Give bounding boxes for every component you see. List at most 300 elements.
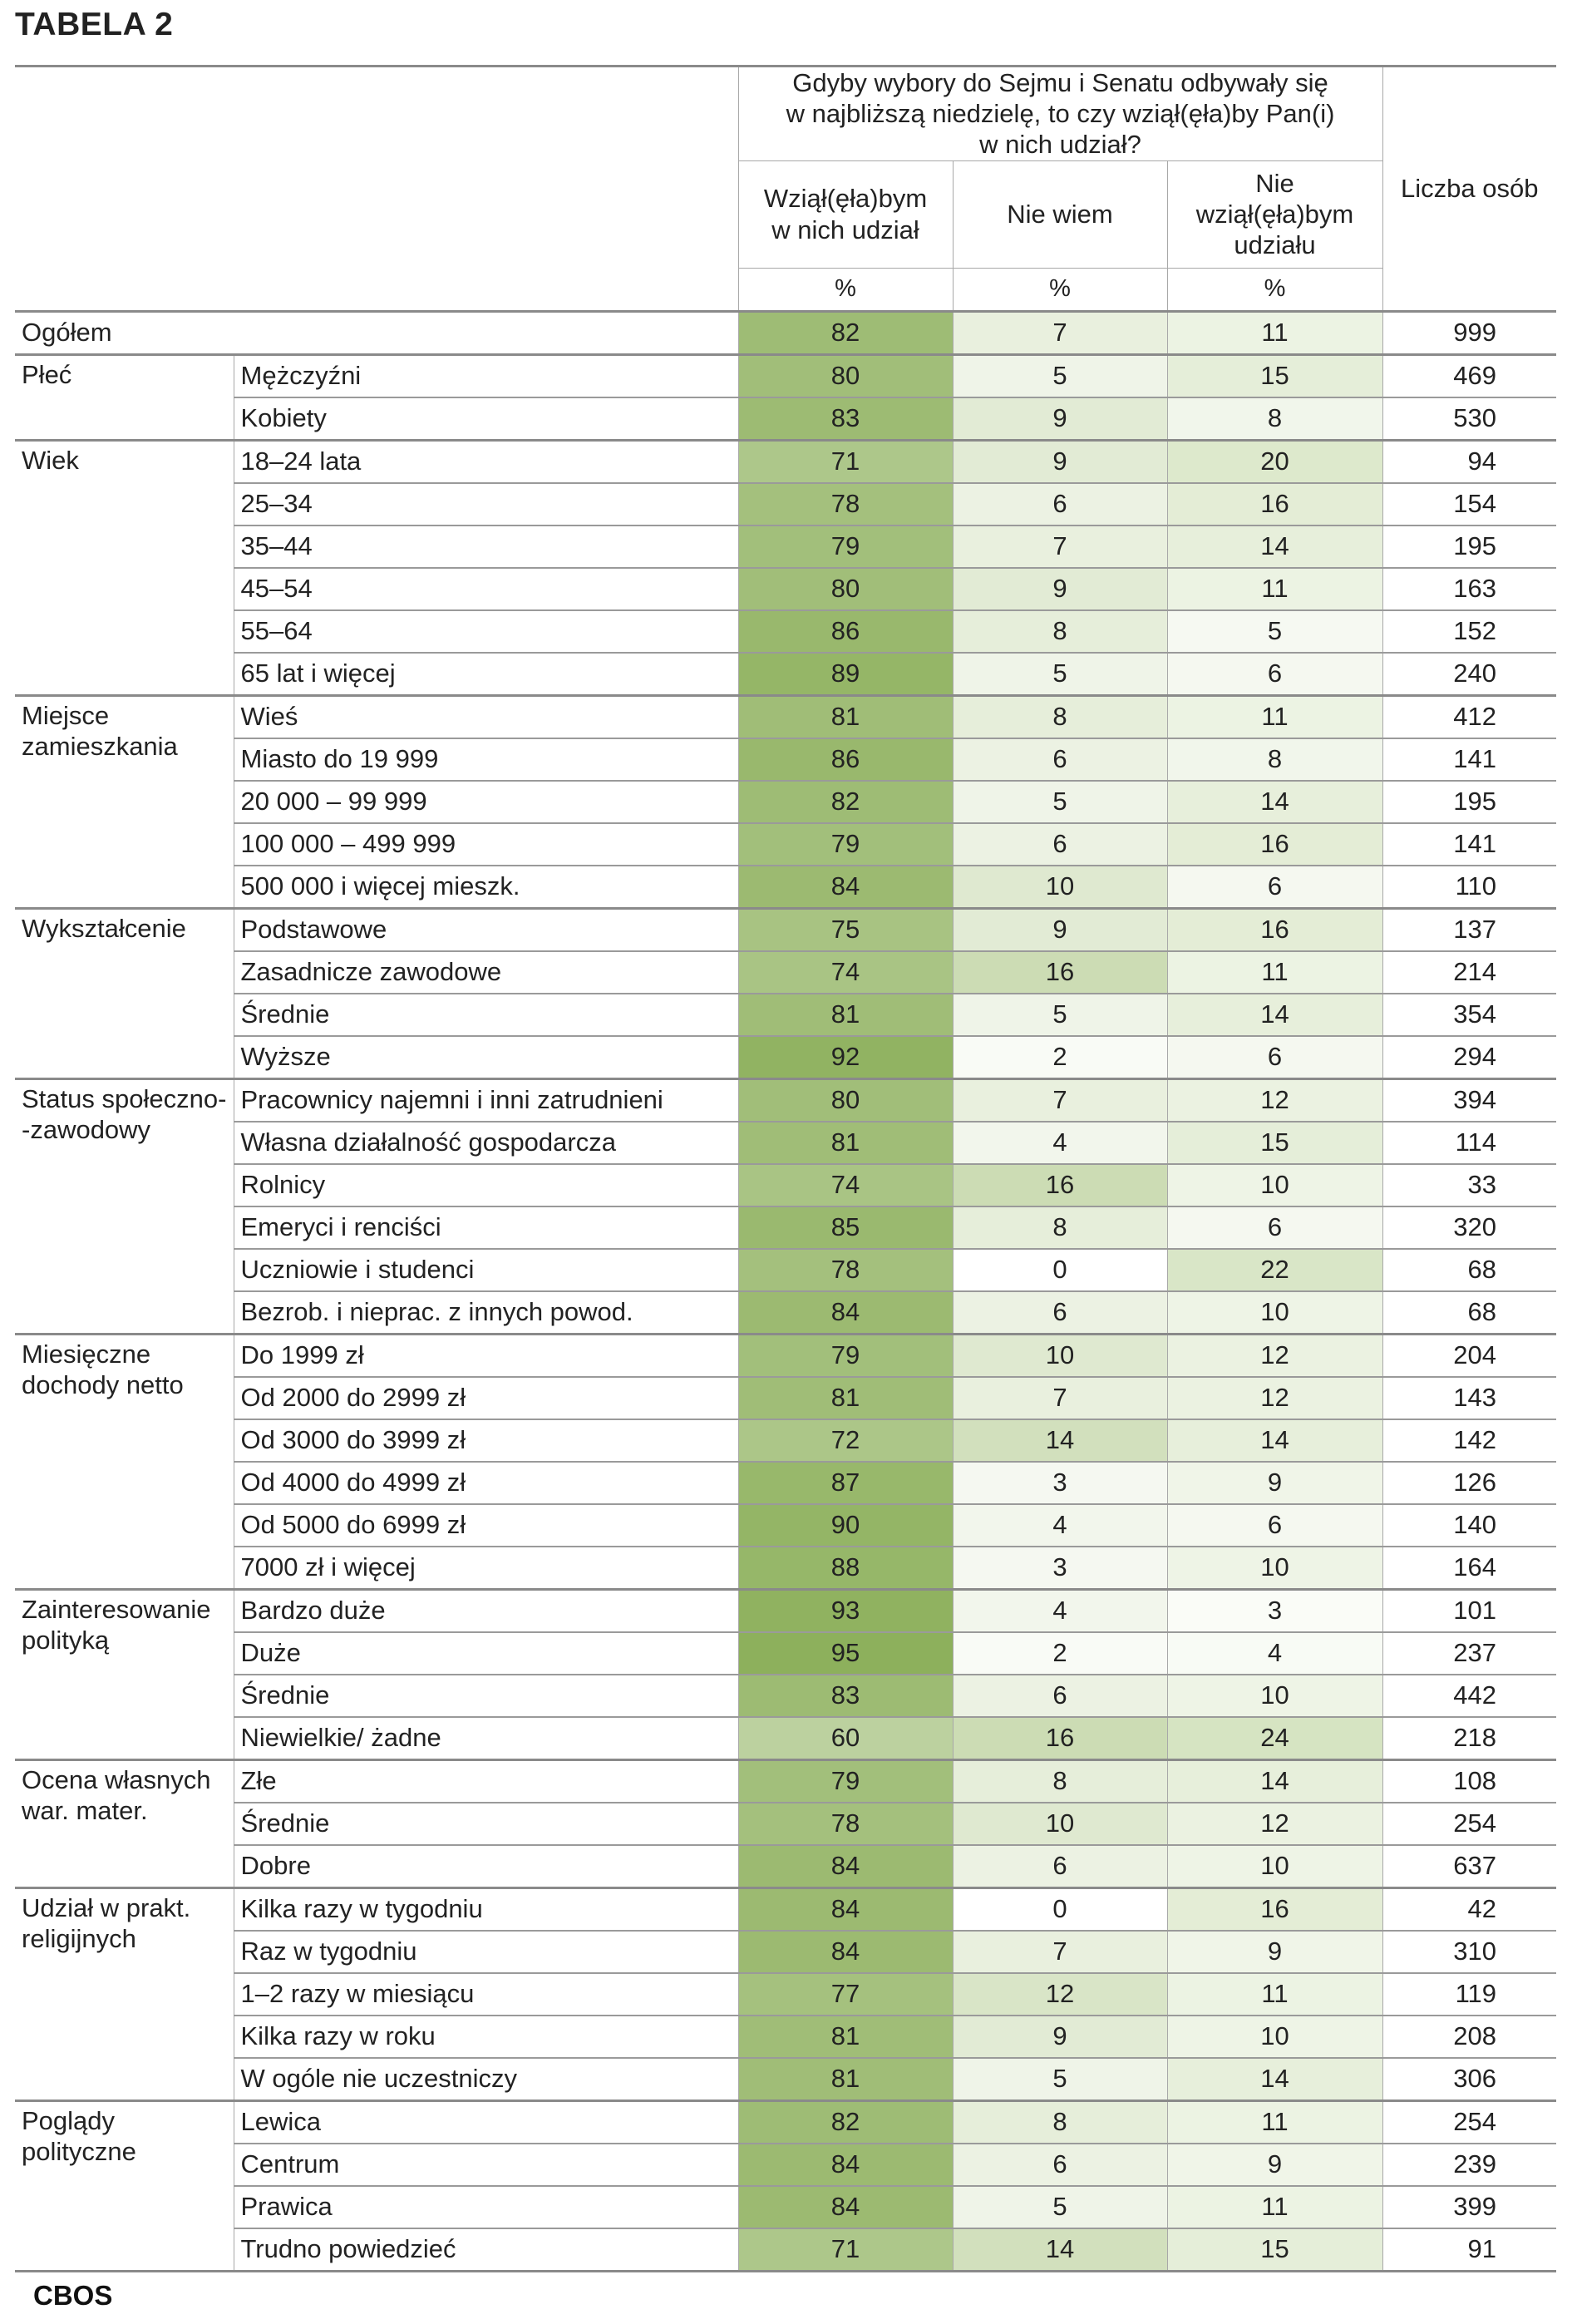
count-cell	[1382, 311, 1556, 354]
row-label-text: Kilka razy w tygodniu	[240, 1894, 483, 1924]
count-value: 68	[1467, 1255, 1497, 1285]
value-cell	[953, 1845, 1167, 1888]
percent-value: 9	[1052, 574, 1067, 604]
value-cell	[738, 695, 953, 738]
question-line: w najbliższą niedzielę, to czy wziął(ęła)by Pan(i)	[786, 99, 1335, 129]
row-label	[234, 610, 738, 653]
group-label	[15, 311, 738, 354]
percent-value: 95	[830, 1638, 860, 1668]
percent-value: 14	[1260, 1766, 1289, 1796]
table-row	[15, 1887, 1556, 1931]
value-cell	[1167, 823, 1382, 866]
percent-value: 74	[830, 957, 860, 987]
percent-value: 9	[1052, 2021, 1067, 2051]
percent-value: 12	[1260, 1340, 1289, 1370]
count-cell	[1382, 1803, 1556, 1845]
percent-value: 4	[1052, 1510, 1067, 1540]
table-row	[15, 2186, 1556, 2228]
row-label	[234, 951, 738, 994]
value-cell	[738, 354, 953, 397]
value-cell	[738, 1887, 953, 1931]
count-value: 195	[1453, 787, 1497, 817]
row-label-text: Mężczyźni	[240, 361, 362, 391]
value-cell	[953, 1931, 1167, 1973]
row-label	[234, 1504, 738, 1547]
value-cell	[1167, 1845, 1382, 1888]
count-value: 214	[1453, 957, 1497, 987]
count-value: 101	[1453, 1596, 1497, 1626]
count-value: 154	[1453, 489, 1497, 519]
question-line: w nich udział?	[979, 130, 1141, 160]
value-cell	[1167, 1931, 1382, 1973]
percent-value: 14	[1260, 1425, 1289, 1455]
table-row	[15, 1462, 1556, 1504]
header-blank-cell	[15, 67, 738, 312]
group-label-text: Miejsce zamieszkania	[22, 700, 178, 761]
row-label-text: Podstawowe	[240, 915, 387, 945]
group-label-text: Poglądy polityczne	[22, 2105, 136, 2166]
value-cell	[1167, 1717, 1382, 1760]
row-label-text: Od 5000 do 6999 zł	[240, 1510, 466, 1540]
percent-value: 8	[1267, 744, 1283, 774]
percent-value: 20	[1260, 447, 1289, 476]
column-header-line: Nie wiem	[1007, 199, 1113, 229]
percent-value: 9	[1267, 1937, 1283, 1966]
count-value: 354	[1453, 999, 1497, 1029]
row-label	[234, 738, 738, 781]
source-footer: CBOS	[33, 2280, 113, 2311]
value-cell	[1167, 2144, 1382, 2186]
count-value: 208	[1453, 2021, 1497, 2051]
count-value: 637	[1453, 1851, 1497, 1881]
value-cell	[953, 311, 1167, 354]
count-cell	[1382, 397, 1556, 441]
table-row	[15, 908, 1556, 951]
percent-value: 6	[1052, 2149, 1067, 2179]
value-cell	[1167, 695, 1382, 738]
percent-value: 87	[830, 1468, 860, 1498]
percent-value: 86	[830, 616, 860, 646]
count-value: 164	[1453, 1552, 1497, 1582]
count-cell	[1382, 1632, 1556, 1675]
percent-value: 16	[1260, 915, 1289, 945]
row-label-text: 45–54	[240, 574, 313, 604]
row-label-text: 100 000 – 499 999	[240, 829, 456, 859]
value-cell	[738, 568, 953, 610]
table-row	[15, 1164, 1556, 1206]
group-label	[15, 1759, 234, 1887]
table-row	[15, 1803, 1556, 1845]
percent-value: 78	[830, 1255, 860, 1285]
value-cell	[1167, 1334, 1382, 1377]
percent-value: 79	[830, 829, 860, 859]
value-cell	[953, 2100, 1167, 2144]
value-cell	[1167, 568, 1382, 610]
percent-value: 14	[1045, 2234, 1075, 2264]
count-value: 91	[1467, 2234, 1497, 2264]
count-cell	[1382, 1377, 1556, 1419]
value-cell	[1167, 1122, 1382, 1164]
value-cell	[738, 2186, 953, 2228]
value-cell	[1167, 1249, 1382, 1291]
row-label-text: Do 1999 zł	[240, 1340, 364, 1370]
table-row	[15, 311, 1556, 354]
question-header	[738, 67, 1382, 161]
value-cell	[953, 1589, 1167, 1632]
percent-value: 71	[830, 2234, 860, 2264]
percent-value: 6	[1267, 1212, 1283, 1242]
count-cell	[1382, 1334, 1556, 1377]
row-label-text: Dobre	[240, 1851, 311, 1881]
value-cell	[1167, 1759, 1382, 1803]
table-row	[15, 1334, 1556, 1377]
table-row	[15, 653, 1556, 696]
group-label-text: Miesięczne dochody netto	[22, 1339, 184, 1399]
value-cell	[1167, 2016, 1382, 2058]
row-label	[234, 354, 738, 397]
count-value: 142	[1453, 1425, 1497, 1455]
count-cell	[1382, 1759, 1556, 1803]
row-label-text: 65 lat i więcej	[240, 659, 396, 688]
value-cell	[738, 866, 953, 909]
percent-value: 7	[1052, 318, 1067, 348]
unit-label: %	[1264, 275, 1286, 303]
row-label	[234, 1887, 738, 1931]
row-label-text: Bardzo duże	[240, 1596, 386, 1626]
row-label	[234, 1845, 738, 1888]
table-row	[15, 525, 1556, 568]
row-label-text: Od 2000 do 2999 zł	[240, 1383, 466, 1413]
count-value: 254	[1453, 2107, 1497, 2137]
column-header-line: udziału	[1234, 230, 1316, 260]
value-cell	[1167, 610, 1382, 653]
count-value: 218	[1453, 1723, 1497, 1753]
value-cell	[953, 1036, 1167, 1079]
count-cell	[1382, 1504, 1556, 1547]
percent-value: 85	[830, 1212, 860, 1242]
count-cell	[1382, 1036, 1556, 1079]
row-label	[234, 1122, 738, 1164]
value-cell	[1167, 951, 1382, 994]
row-label-text: Bezrob. i nieprac. z innych powod.	[240, 1297, 633, 1327]
table-row	[15, 1377, 1556, 1419]
row-label-text: 500 000 i więcej mieszk.	[240, 871, 520, 901]
percent-value: 84	[830, 2149, 860, 2179]
row-label	[234, 1973, 738, 2016]
row-label-text: Pracownicy najemni i inni zatrudnieni	[240, 1085, 663, 1115]
column-header-line: Nie	[1255, 168, 1294, 198]
row-label-text: Emeryci i renciści	[240, 1212, 441, 1242]
value-cell	[1167, 2058, 1382, 2101]
row-label	[234, 866, 738, 909]
table-row	[15, 1931, 1556, 1973]
value-cell	[953, 994, 1167, 1036]
group-label-text: Ogółem	[22, 318, 112, 348]
table-row	[15, 1419, 1556, 1462]
percent-value: 81	[830, 1383, 860, 1413]
percent-value: 14	[1260, 531, 1289, 561]
value-cell	[738, 1759, 953, 1803]
group-label	[15, 695, 234, 908]
percent-value: 80	[830, 574, 860, 604]
count-cell	[1382, 1291, 1556, 1335]
row-label-text: Raz w tygodniu	[240, 1937, 417, 1966]
value-cell	[953, 1419, 1167, 1462]
row-label	[234, 1164, 738, 1206]
percent-value: 14	[1260, 999, 1289, 1029]
count-value: 394	[1453, 1085, 1497, 1115]
value-cell	[738, 951, 953, 994]
count-cell	[1382, 1931, 1556, 1973]
percent-value: 5	[1052, 659, 1067, 688]
percent-value: 9	[1052, 915, 1067, 945]
percent-value: 4	[1267, 1638, 1283, 1668]
row-label-text: 20 000 – 99 999	[240, 787, 427, 817]
row-label	[234, 2058, 738, 2101]
count-value: 195	[1453, 531, 1497, 561]
value-cell	[738, 610, 953, 653]
percent-value: 22	[1260, 1255, 1289, 1285]
row-label	[234, 2144, 738, 2186]
percent-value: 7	[1052, 531, 1067, 561]
count-cell	[1382, 483, 1556, 525]
row-label-text: Kilka razy w roku	[240, 2021, 436, 2051]
count-cell	[1382, 951, 1556, 994]
percent-value: 83	[830, 1680, 860, 1710]
value-cell	[1167, 2186, 1382, 2228]
row-label	[234, 695, 738, 738]
percent-value: 8	[1267, 403, 1283, 433]
percent-value: 82	[830, 787, 860, 817]
count-cell	[1382, 1887, 1556, 1931]
percent-value: 11	[1261, 2192, 1289, 2222]
percent-value: 89	[830, 659, 860, 688]
percent-value: 10	[1260, 1680, 1289, 1710]
row-label	[234, 1377, 738, 1419]
value-cell	[953, 738, 1167, 781]
table-row	[15, 781, 1556, 823]
row-label	[234, 1589, 738, 1632]
value-cell	[738, 1632, 953, 1675]
row-label	[234, 1078, 738, 1122]
value-cell	[738, 994, 953, 1036]
value-cell	[953, 1462, 1167, 1504]
percent-value: 11	[1261, 957, 1289, 987]
value-cell	[953, 1973, 1167, 2016]
row-label	[234, 1291, 738, 1335]
value-cell	[953, 568, 1167, 610]
value-cell	[738, 1164, 953, 1206]
table-title: TABELA 2	[15, 7, 174, 42]
table-row	[15, 2228, 1556, 2272]
value-cell	[953, 1887, 1167, 1931]
row-label-text: Duże	[240, 1638, 301, 1668]
percent-value: 79	[830, 1340, 860, 1370]
value-cell	[953, 2058, 1167, 2101]
count-cell	[1382, 1122, 1556, 1164]
count-cell	[1382, 994, 1556, 1036]
percent-value: 8	[1052, 616, 1067, 646]
count-cell	[1382, 1589, 1556, 1632]
count-cell	[1382, 1675, 1556, 1717]
value-cell	[953, 483, 1167, 525]
row-label-text: Średnie	[240, 999, 330, 1029]
percent-value: 14	[1045, 1425, 1075, 1455]
row-label	[234, 2100, 738, 2144]
row-label-text: 35–44	[240, 531, 313, 561]
count-cell	[1382, 1462, 1556, 1504]
percent-value: 2	[1052, 1042, 1067, 1072]
count-value: 33	[1467, 1170, 1497, 1200]
value-cell	[738, 653, 953, 696]
percent-value: 6	[1052, 489, 1067, 519]
group-label-text: Zainteresowanie polityką	[22, 1594, 211, 1655]
value-cell	[738, 1973, 953, 2016]
value-cell	[953, 1717, 1167, 1760]
percent-value: 81	[830, 702, 860, 732]
percent-value: 86	[830, 744, 860, 774]
count-cell	[1382, 610, 1556, 653]
table-row	[15, 483, 1556, 525]
percent-value: 3	[1052, 1468, 1067, 1498]
value-cell	[953, 1291, 1167, 1335]
row-label	[234, 397, 738, 441]
count-value: 306	[1453, 2064, 1497, 2094]
value-cell	[953, 695, 1167, 738]
value-cell	[953, 653, 1167, 696]
count-value: 399	[1453, 2192, 1497, 2222]
value-cell	[1167, 1973, 1382, 2016]
value-cell	[738, 1803, 953, 1845]
row-label	[234, 1206, 738, 1249]
value-cell	[738, 1122, 953, 1164]
table-row	[15, 397, 1556, 441]
value-cell	[1167, 1675, 1382, 1717]
value-cell	[953, 1164, 1167, 1206]
table-row	[15, 354, 1556, 397]
table-row	[15, 695, 1556, 738]
count-value: 143	[1453, 1383, 1497, 1413]
value-cell	[953, 610, 1167, 653]
value-cell	[1167, 483, 1382, 525]
table-row	[15, 1249, 1556, 1291]
percent-value: 5	[1052, 361, 1067, 391]
percent-value: 12	[1260, 1085, 1289, 1115]
percent-value: 10	[1260, 1297, 1289, 1327]
value-cell	[738, 1675, 953, 1717]
row-label	[234, 908, 738, 951]
value-cell	[738, 823, 953, 866]
count-value: 999	[1453, 318, 1497, 348]
value-cell	[1167, 1377, 1382, 1419]
row-label-text: 25–34	[240, 489, 313, 519]
value-cell	[953, 525, 1167, 568]
column-header-1	[738, 160, 953, 268]
value-cell	[738, 1036, 953, 1079]
value-cell	[738, 1504, 953, 1547]
value-cell	[1167, 1803, 1382, 1845]
value-cell	[738, 1419, 953, 1462]
row-label-text: 7000 zł i więcej	[240, 1552, 416, 1582]
table-row	[15, 568, 1556, 610]
count-cell	[1382, 1249, 1556, 1291]
percent-value: 8	[1052, 1766, 1067, 1796]
value-cell	[1167, 1547, 1382, 1590]
count-value: 119	[1455, 1979, 1497, 2009]
count-value: 240	[1453, 659, 1497, 688]
value-cell	[1167, 440, 1382, 483]
value-cell	[1167, 1078, 1382, 1122]
percent-value: 75	[830, 915, 860, 945]
group-label	[15, 1887, 234, 2100]
column-header-line: Wziął(ęła)bym	[763, 184, 928, 214]
row-label-text: Od 4000 do 4999 zł	[240, 1468, 466, 1498]
count-cell	[1382, 440, 1556, 483]
table-row	[15, 1504, 1556, 1547]
row-label-text: Zasadnicze zawodowe	[240, 957, 502, 987]
percent-value: 83	[830, 403, 860, 433]
percent-value: 0	[1052, 1255, 1067, 1285]
count-cell	[1382, 354, 1556, 397]
percent-value: 93	[830, 1596, 860, 1626]
percent-value: 5	[1052, 999, 1067, 1029]
value-cell	[738, 2058, 953, 2101]
table-row	[15, 1206, 1556, 1249]
row-label	[234, 1803, 738, 1845]
row-label	[234, 653, 738, 696]
value-cell	[738, 2228, 953, 2272]
group-label-text: Płeć	[22, 359, 72, 389]
value-cell	[738, 1717, 953, 1760]
percent-value: 11	[1261, 574, 1289, 604]
table-row	[15, 2144, 1556, 2186]
value-cell	[738, 2100, 953, 2144]
percent-value: 82	[830, 318, 860, 348]
table-row	[15, 1973, 1556, 2016]
row-label	[234, 994, 738, 1036]
row-label	[234, 1632, 738, 1675]
percent-value: 14	[1260, 787, 1289, 817]
percent-value: 77	[830, 1979, 860, 2009]
row-label-text: Prawica	[240, 2192, 333, 2222]
table-row	[15, 440, 1556, 483]
percent-value: 84	[830, 1851, 860, 1881]
group-label-text: Wiek	[22, 445, 79, 475]
value-cell	[1167, 2100, 1382, 2144]
row-label	[234, 1419, 738, 1462]
percent-value: 10	[1260, 1552, 1289, 1582]
percent-value: 11	[1261, 1979, 1289, 2009]
value-cell	[953, 866, 1167, 909]
value-cell	[738, 311, 953, 354]
group-label-text: Status społeczno--zawodowy	[22, 1083, 227, 1144]
percent-value: 8	[1052, 1212, 1067, 1242]
row-label-text: Wieś	[240, 702, 298, 732]
percent-value: 5	[1052, 2192, 1067, 2222]
percent-value: 6	[1052, 744, 1067, 774]
value-cell	[953, 1206, 1167, 1249]
value-cell	[738, 1589, 953, 1632]
value-cell	[1167, 908, 1382, 951]
row-label-text: Wyższe	[240, 1042, 331, 1072]
value-cell	[953, 1632, 1167, 1675]
percent-value: 84	[830, 2192, 860, 2222]
unit-cell	[1167, 268, 1382, 311]
value-cell	[1167, 781, 1382, 823]
value-cell	[738, 1377, 953, 1419]
value-cell	[953, 1504, 1167, 1547]
table-row	[15, 1078, 1556, 1122]
